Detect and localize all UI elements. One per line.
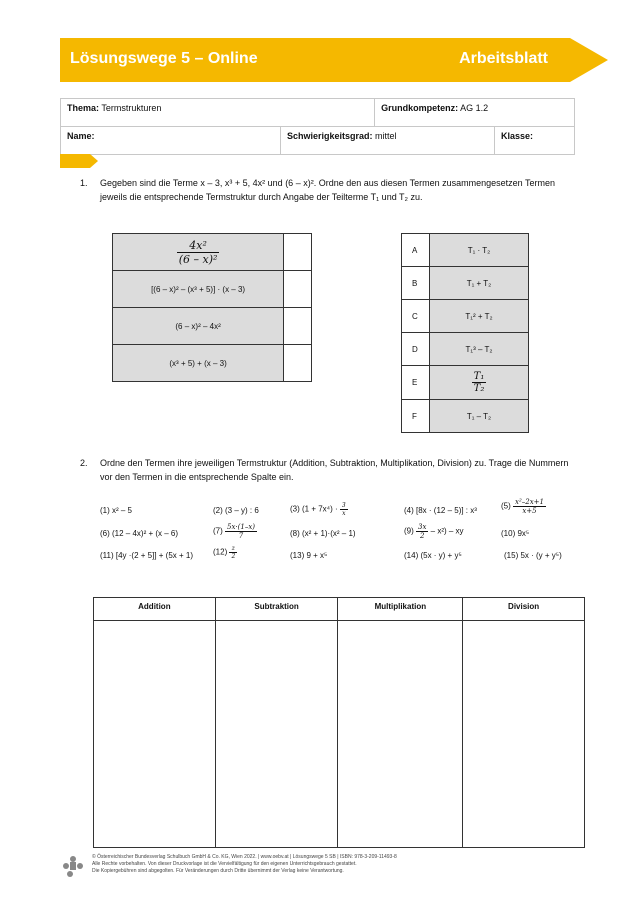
term-item: (2) (3 – y) : 6 [213,506,259,515]
column-header-addition: Addition [94,598,216,621]
structure-expression [430,366,529,400]
structure-letter: E [402,366,430,400]
klasse-cell [495,127,575,155]
structure-letter: C [402,300,430,333]
term-item: (11) [4y ·(2 + 5]] + (5x + 1) [100,551,193,560]
thema-cell [61,99,375,127]
term-row [113,234,312,271]
footer-copyright [92,854,572,875]
klasse-label: Klasse: [501,131,534,141]
fraction-numerator: z [229,545,237,553]
name-label: Name: [67,131,95,141]
term-label: (12) [213,547,228,557]
fraction-numerator: 3 [341,502,346,509]
kompetenz-cell [375,99,575,127]
term-item [213,545,237,560]
term-item: (15) 5x · (y + y⁵) [504,551,562,560]
fraction-numerator: x²–2x+1 [515,498,544,506]
term-label: (9) [404,526,414,536]
header-banner [60,38,590,82]
schwierigkeit-cell [281,127,495,155]
term-label: (3) (1 + 7x⁴) · [290,504,338,514]
structure-letter: D [402,333,430,366]
classification-header-row [94,598,585,621]
structure-row [402,366,529,400]
fraction [229,545,237,560]
term-label: (7) [213,526,223,536]
term-rest: – x²) – xy [430,526,464,536]
structure-expression: T₁ · T₂ [430,234,529,267]
term-row [113,271,312,308]
kompetenz-label: Grundkompetenz: [381,103,459,113]
fraction-denominator: 2 [419,532,425,540]
fraction [177,239,220,266]
fraction-numerator: 4x² [177,239,220,253]
fraction [472,371,487,394]
column-header-subtraktion: Subtraktion [215,598,338,621]
subtraktion-answer-cell[interactable] [215,621,338,848]
fraction-denominator: 7 [238,532,244,540]
structure-letter: B [402,267,430,300]
kompetenz-value: AG 1.2 [460,103,489,113]
term-expression: [(6 – x)² – (x³ + 5)] · (x – 3) [113,271,284,308]
task-1-number: 1. [80,178,88,188]
column-header-division: Division [463,598,585,621]
task-1-terms-table [112,233,312,382]
task-2-text: Ordne den Termen ihre jeweiligen Termstruktur (Addition, Subtraktion, Multiplikation, Division) zu. Trage die Nummern vor den Termen in die entsprechende Spalte ein. [100,458,569,482]
fraction [225,523,257,540]
classification-table [93,597,585,848]
structure-expression: T₁² + T₂ [430,300,529,333]
term-item [213,523,257,540]
structure-row [402,333,529,366]
term-fraction [113,234,284,271]
fraction [416,523,428,540]
thema-label: Thema: [67,103,100,113]
fraction-denominator: x+5 [522,507,537,515]
fraction [513,498,546,515]
structure-row [402,234,529,267]
answer-box[interactable] [284,271,312,308]
term-item: (14) (5x · y) + y⁵ [404,551,462,560]
footer-line: © Österreichischer Bundesverlag Schulbuch GmbH & Co. KG, Wien 2022. | www.oebv.at | Lösungswege 5 SB | ISBN: 978-3-209-11493-8 [92,854,397,860]
answer-box[interactable] [284,345,312,382]
task-1-text: Gegeben sind die Terme x – 3, x³ + 5, 4x² und (6 – x)². Ordne den aus diesen Termen zusammengesetzen Termen jeweils die entsprechende Termstruktur durch Angabe der Teilterme T₁ und T₂ zu. [100,178,555,202]
fraction-denominator: T₂ [473,383,485,394]
term-item: (13) 9 + x⁵ [290,551,328,560]
term-item: (8) (x² + 1)·(x² – 1) [290,529,356,538]
worksheet-type: Arbeitsblatt [459,50,548,67]
term-item: (4) [8x · (12 – 5)] : x³ [404,506,477,515]
task-2-number: 2. [80,458,88,468]
fraction-denominator: (6 – x)² [178,252,218,266]
structure-row [402,267,529,300]
fraction [340,502,348,517]
term-row [113,345,312,382]
schwierigkeit-label: Schwierigkeitsgrad: [287,131,373,141]
term-label: (5) [501,501,511,511]
structure-letter: A [402,234,430,267]
term-item [290,502,348,517]
fraction-numerator: T₁ [473,371,485,382]
worksheet-title: Lösungswege 5 – Online [70,50,258,67]
structure-row [402,400,529,433]
division-answer-cell[interactable] [463,621,585,848]
fraction-numerator: 3x [418,523,427,531]
term-item: (6) (12 – 4x)² + (x – 6) [100,529,179,538]
addition-answer-cell[interactable] [94,621,216,848]
meta-table [60,98,575,155]
multiplikation-answer-cell[interactable] [338,621,463,848]
structure-expression: T₁ – T₂ [430,400,529,433]
answer-box[interactable] [284,308,312,345]
section-marker-arrow [60,154,100,168]
publisher-logo-icon [60,853,86,879]
term-row [113,308,312,345]
column-header-multiplikation: Multiplikation [338,598,463,621]
task-1-structures-table [401,233,529,433]
classification-answer-row [94,621,585,848]
schwierigkeit-value: mittel [375,131,397,141]
fraction-denominator: x [342,510,346,517]
term-expression: (6 – x)² – 4x² [113,308,284,345]
structure-expression: T₁ + T₂ [430,267,529,300]
structure-row [402,300,529,333]
name-cell [61,127,281,155]
footer-line: Die Kopiergebühren sind abgegolten. Für Veränderungen durch Dritte übernimmt der Verlag keine Verantwortung. [92,868,344,874]
term-item [404,523,464,540]
term-item [501,498,546,515]
term-item: (10) 9x⁵ [501,529,530,538]
answer-box[interactable] [284,234,312,271]
structure-expression: T₁³ – T₂ [430,333,529,366]
term-item: (1) x² – 5 [100,506,133,515]
fraction-denominator: 2 [231,553,236,560]
fraction-numerator: 5x·(1–x) [227,523,256,531]
footer-line: Alle Rechte vorbehalten. Von dieser Druckvorlage ist die Vervielfältigung für den eigenen Unterrichtsgebrauch gestattet. [92,861,357,867]
term-expression: (x³ + 5) + (x – 3) [113,345,284,382]
structure-letter: F [402,400,430,433]
thema-value: Termstrukturen [101,103,162,113]
